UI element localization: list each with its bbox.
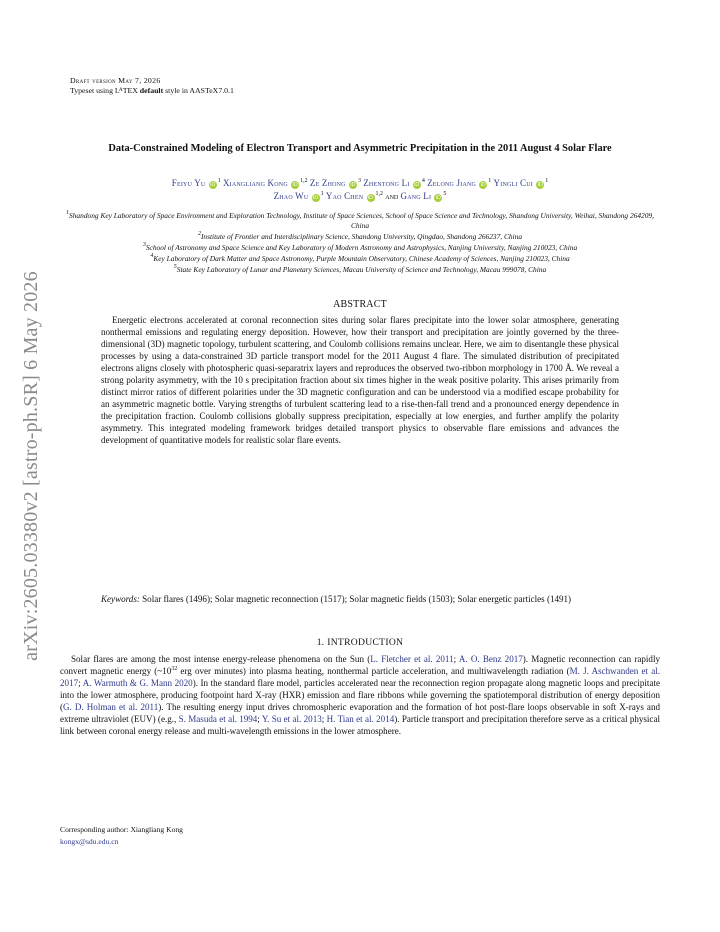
author-entry: [326, 191, 385, 201]
affiliation-text: School of Astronomy and Space Science and Key Laboratory of Modern Astronomy and Astrophysics, Nanjing University, Nanjing 210023, China: [145, 242, 578, 252]
author-affiliation: 1,2: [300, 178, 308, 184]
citation-link[interactable]: M. J. Aschwanden et al. 2017: [60, 666, 660, 689]
affiliation: [60, 211, 660, 230]
author-affiliation: 1: [488, 178, 492, 184]
keywords: [101, 593, 674, 605]
latex-tex: TEX: [122, 86, 138, 95]
intro-text: ). Magnetic reconnection can rapidly convert magnetic energy (~10: [60, 654, 660, 677]
affiliation-number: 1: [66, 210, 70, 216]
typeset-prefix: Typeset using L: [70, 86, 120, 95]
author-name[interactable]: Zhao Wu: [273, 191, 309, 201]
affiliation-text: Key Laboratory of Dark Matter and Space Astronomy, Purple Mountain Observatory, Chinese Academy of Sciences, Nanjing 210023, China: [153, 253, 570, 263]
affiliation: [60, 232, 660, 242]
latex-a: A: [118, 87, 123, 93]
citation-link[interactable]: Y. Su et al. 2013: [261, 714, 322, 725]
author-name[interactable]: Zelong Jiang: [427, 178, 477, 188]
orcid-icon[interactable]: iD: [367, 195, 374, 201]
citation-link[interactable]: G. D. Holman et al. 2011: [63, 702, 159, 713]
author-entry: [363, 178, 427, 188]
introduction-paragraph: [60, 653, 660, 737]
author-entry: [172, 178, 223, 188]
orcid-icon[interactable]: iD: [435, 195, 441, 201]
citation-link[interactable]: A. Warmuth & G. Mann 2020: [82, 678, 193, 689]
corresponding-author-label: Corresponding author: Xiangliang Kong: [60, 825, 183, 834]
author-name[interactable]: Feiyu Yu: [171, 178, 206, 188]
citation-link[interactable]: S. Masuda et al. 1994: [178, 714, 258, 725]
author-affiliation: 4: [421, 178, 425, 184]
author-name[interactable]: Yao Chen: [325, 191, 364, 201]
citation-link[interactable]: H. Tian et al. 2014: [326, 714, 395, 725]
abstract-text: Energetic electrons accelerated at coronal reconnection sites during solar flares precipitate into the lower solar atmosphere, generating nonthermal emissions and regulating energy deposition. However, how their transport and precipitation are jointly governed by the three-dimensional (3D) magnetic topology, turbulent scattering, and Coulomb collisions remains unclear. Here, we aim to disentangle these physical processes by using a data-constrained 3D particle transport model for the 2011 August 4 flare. The simulated distribution of precipitated electrons aligns closely with photospheric quasi-separatrix layers and reproduces the observed two-ribbon morphology in 1700 Å. We reveal a strong polarity asymmetry, with the 10 s precipitation fraction about six times higher in the weak positive polarity. This arises primarily from distinct mirror ratios of different polarities under the 3D magnetic configuration and can be understood via a modified escape probability for an asymmetric magnetic bottle. Varying strengths of turbulent scattering lead to a rise-then-fall trend and a pronounced energy dependence in the precipitation fraction. Coulomb collisions globally suppress precipitation, especially at low energies, and further amplify the polarity asymmetry. This integrated modeling framework bridges detailed transport physics to observable flare emissions and advances the development of quantitative models for realistic solar flare events.: [101, 315, 619, 446]
affiliation-number: 5: [173, 263, 177, 270]
exponent: 32: [171, 666, 178, 673]
intro-text: ). The resulting energy input drives chromospheric evaporation and the formation of hot post-flare loops observable in soft X-rays and extreme ultraviolet (EUV) (e.g.,: [60, 702, 660, 725]
affiliation-text: Institute of Frontier and Interdisciplinary Science, Shandong University, Qingdao, Shandong 266237, China: [200, 231, 523, 241]
intro-text: ). In the standard flare model, particles accelerated near the reconnection region propagate along magnetic loops and precipitate into the lower atmosphere, producing footpoint hard X-ray (HXR) emission and flare ribbons while governing the spatiotemporal distribution of energy deposition (: [60, 678, 660, 713]
author-affiliation: 1,2: [375, 191, 383, 197]
intro-text: ;: [78, 678, 83, 689]
keywords-label: Keywords:: [101, 594, 140, 604]
abstract-heading: ABSTRACT: [333, 299, 387, 310]
intro-text: ;: [257, 714, 262, 725]
author-name[interactable]: Yingli Cui: [493, 178, 533, 188]
orcid-icon[interactable]: iD: [292, 182, 298, 188]
intro-text: ;: [453, 654, 459, 664]
typeset-line: [70, 86, 234, 96]
intro-text: ). Particle transport and precipitation therefore serve as a critical physical link between coronal energy release and multi-wavelength emissions in the lower atmosphere.: [60, 714, 660, 737]
affiliation-list: [60, 211, 660, 276]
orcid-icon[interactable]: iD: [350, 182, 356, 188]
affiliation: [60, 265, 660, 275]
keywords-list: Solar flares (1496); Solar magnetic reconnection (1517); Solar magnetic fields (1503); Solar energetic particles (1491): [142, 594, 572, 604]
corresponding-email-link[interactable]: kongx@sdu.edu.cn: [60, 836, 119, 846]
author-entry: [274, 191, 326, 201]
author-affiliation: 5: [443, 191, 447, 197]
author-list: [60, 177, 660, 203]
affiliation-number: 3: [142, 241, 146, 248]
draft-version: Draft version May 7, 2026: [70, 76, 161, 85]
typeset-suffix: style in AASTeX7.0.1: [163, 86, 234, 95]
affiliation-number: 4: [150, 252, 154, 259]
affiliation-text: Shandong Key Laboratory of Space Environment and Exploration Technology, Institute of Space Sciences, School of Space Science and Technology, Shandong University, Weihai, Shandong 264209, China: [69, 211, 654, 230]
author-affiliation: 1: [217, 178, 221, 184]
author-affiliation: 3: [357, 178, 361, 184]
orcid-icon[interactable]: iD: [313, 195, 319, 201]
affiliation-text: State Key Laboratory of Lunar and Planetary Sciences, Macau University of Science and Technology, Macau 999078, China: [176, 264, 547, 274]
affiliation: [60, 243, 660, 253]
paper-title: Data-Constrained Modeling of Electron Transport and Asymmetric Precipitation in the 2011 August 4 Solar Flare: [108, 143, 612, 154]
typeset-style: default: [139, 86, 164, 95]
section-heading-introduction: 1. INTRODUCTION: [316, 637, 404, 648]
intro-text: ;: [321, 714, 327, 725]
affiliation-number: 2: [197, 230, 201, 237]
intro-text: erg over minutes) into plasma heating, nonthermal particle acceleration, and multiwavelength radiation (: [177, 666, 570, 677]
author-affiliation: 1: [545, 178, 549, 184]
citation-link[interactable]: A. O. Benz 2017: [458, 654, 523, 664]
intro-text: Solar flares are among the most intense energy-release phenomena on the Sun (: [71, 654, 371, 664]
corresponding-author: [60, 824, 183, 847]
orcid-icon[interactable]: iD: [414, 182, 420, 188]
orcid-icon[interactable]: iD: [210, 182, 216, 188]
authors-and: and: [385, 191, 399, 201]
author-affiliation: 1: [320, 191, 324, 197]
author-entry: [427, 178, 493, 188]
author-entry: [310, 178, 363, 188]
orcid-icon[interactable]: iD: [537, 182, 543, 188]
arxiv-identifier: arXiv:2605.03380v2 [astro-ph.SR] 6 May 2026: [20, 271, 42, 661]
author-name[interactable]: Zhentong Li: [363, 178, 410, 188]
author-entry: [401, 191, 447, 201]
affiliation: [60, 254, 660, 264]
author-name[interactable]: Ze Zhong: [309, 178, 346, 188]
citation-link[interactable]: L. Fletcher et al. 2011: [370, 654, 454, 664]
author-entry: [223, 178, 310, 188]
author-entry: [494, 178, 549, 188]
orcid-icon[interactable]: iD: [480, 182, 486, 188]
preprint-header: [70, 76, 234, 96]
author-name[interactable]: Gang Li: [400, 191, 432, 201]
author-name[interactable]: Xiangliang Kong: [222, 178, 288, 188]
